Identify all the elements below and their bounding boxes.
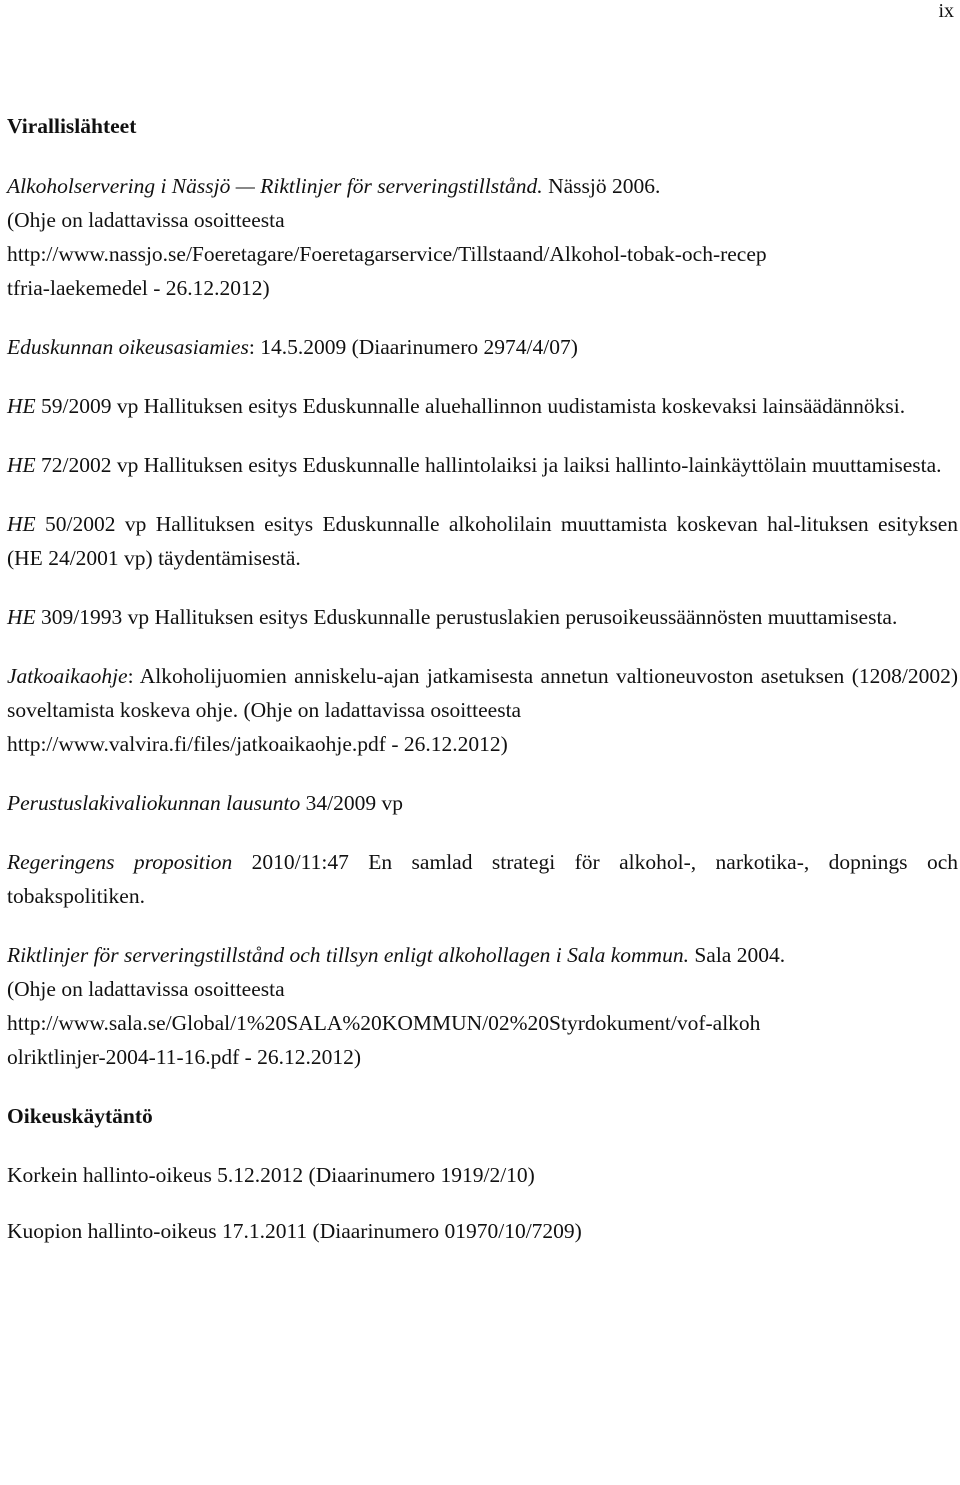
section-heading-case-law: Oikeuskäytäntö	[7, 1104, 153, 1128]
source-title: Eduskunnan oikeusasiamies	[7, 335, 249, 359]
source-note: (Ohje on ladattavissa osoitteesta	[7, 208, 285, 232]
source-note: (Ohje on ladattavissa osoitteesta	[7, 977, 285, 1001]
source-title: HE	[7, 512, 36, 536]
source-entry-nassjo	[7, 169, 958, 305]
source-details: 59/2009 vp Hallituksen esitys Eduskunnalle aluehallinnon uudistamista koskevaksi lainsäädännöksi.	[35, 394, 906, 418]
source-entry-he-59-2009	[7, 389, 958, 423]
source-details: : 14.5.2009 (Diaarinumero 2974/4/07)	[248, 335, 578, 359]
case-law-entry: Korkein hallinto-oikeus 5.12.2012 (Diaarinumero 1919/2/10)	[7, 1163, 535, 1187]
source-details: Sala 2004.	[688, 943, 786, 967]
source-entry-sala	[7, 938, 958, 1074]
page-number: ix	[938, 0, 954, 22]
source-url-continued[interactable]: tfria-laekemedel - 26.12.2012)	[7, 276, 270, 300]
source-details: 2010/11:47 En samlad strategi för alkohol-, narkotika-, dopnings och tobakspolitiken.	[7, 850, 958, 908]
source-details: 34/2009 vp	[300, 791, 403, 815]
source-details: 72/2002 vp Hallituksen esitys Eduskunnalle hallintolaiksi ja laiksi hallinto-lainkäyttölain muuttamisesta.	[35, 453, 942, 477]
source-entry-pevl-34-2009	[7, 786, 958, 820]
source-title: HE	[7, 605, 36, 629]
section-heading-official-sources: Virallislähteet	[7, 114, 137, 138]
source-title: Riktlinjer för serveringstillstånd och tillsyn enligt alkohollagen i Sala kommun.	[7, 943, 689, 967]
source-entry-jatkoaikaohje	[7, 659, 958, 761]
source-entry-he-50-2002	[7, 507, 958, 575]
source-title: Alkoholservering i Nässjö — Riktlinjer för serveringstillstånd.	[7, 174, 543, 198]
source-title: Jatkoaikaohje	[7, 664, 128, 688]
source-details: : Alkoholijuomien anniskelu-ajan jatkamisesta annetun valtioneuvoston asetuksen (1208/2002) soveltamista koskeva ohje. (Ohje on ladattavissa osoitteesta	[7, 664, 958, 722]
source-details: 309/1993 vp Hallituksen esitys Eduskunnalle perustuslakien perusoikeussäännösten muuttamisesta.	[35, 605, 898, 629]
case-law-entry: Kuopion hallinto-oikeus 17.1.2011 (Diaarinumero 01970/10/7209)	[7, 1219, 582, 1243]
source-entry-he-309-1993	[7, 600, 958, 634]
source-title: Perustuslakivaliokunnan lausunto	[7, 791, 301, 815]
source-entry-ombudsman	[7, 330, 958, 364]
source-details: 50/2002 vp Hallituksen esitys Eduskunnalle alkoholilain muuttamista koskevan hal-lituksen esityksen (HE 24/2001 vp) täydentämisestä.	[7, 512, 958, 570]
source-url[interactable]: http://www.valvira.fi/files/jatkoaikaohje.pdf - 26.12.2012)	[7, 732, 508, 756]
source-details: Nässjö 2006.	[542, 174, 661, 198]
source-entry-he-72-2002	[7, 448, 958, 482]
source-url[interactable]: http://www.sala.se/Global/1%20SALA%20KOMMUN/02%20Styrdokument/vof-alkoh	[7, 1011, 761, 1035]
source-title: HE	[7, 453, 36, 477]
source-url[interactable]: http://www.nassjo.se/Foeretagare/Foeretagarservice/Tillstaand/Alkohol-tobak-och-recep	[7, 242, 767, 266]
source-title: HE	[7, 394, 36, 418]
source-entry-regeringens-proposition	[7, 845, 958, 913]
source-title: Regeringens proposition	[7, 850, 233, 874]
document-body	[7, 109, 958, 1248]
source-url-continued[interactable]: olriktlinjer-2004-11-16.pdf - 26.12.2012)	[7, 1045, 362, 1069]
